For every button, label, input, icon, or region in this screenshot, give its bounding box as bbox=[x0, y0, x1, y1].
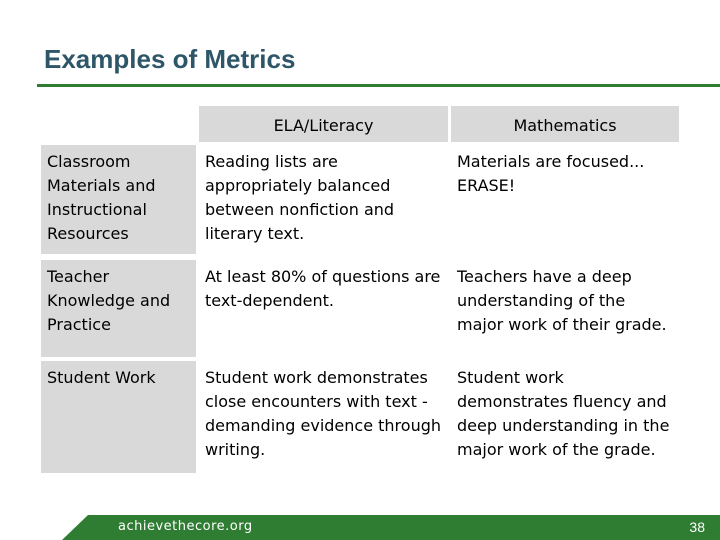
slide-title: Examples of Metrics bbox=[44, 44, 296, 74]
row-label-classroom-materials: Classroom Materials and Instructional Resources bbox=[41, 145, 196, 254]
cell-ela-teacher-knowledge: At least 80% of questions are text-dependent. bbox=[199, 260, 448, 357]
column-header-math: Mathematics bbox=[451, 106, 679, 142]
cell-ela-student-work: Student work demonstrates close encounters with text -demanding evidence through writing. bbox=[199, 361, 448, 473]
column-header-ela: ELA/Literacy bbox=[199, 106, 448, 142]
footer-url: achievethecore.org bbox=[118, 519, 253, 534]
page-number: 38 bbox=[689, 519, 705, 535]
cell-math-classroom-materials: Materials are focused... ERASE! bbox=[451, 145, 679, 254]
cell-math-teacher-knowledge: Teachers have a deep understanding of the major work of their grade. bbox=[451, 260, 679, 357]
row-label-student-work: Student Work bbox=[41, 361, 196, 473]
cell-math-student-work: Student work demonstrates fluency and deep understanding in the major work of the grade. bbox=[451, 361, 679, 473]
footer-green-band bbox=[0, 515, 720, 540]
row-label-teacher-knowledge: Teacher Knowledge and Practice bbox=[41, 260, 196, 357]
title-underline bbox=[37, 84, 720, 87]
footer-bar bbox=[0, 515, 720, 540]
cell-ela-classroom-materials: Reading lists are appropriately balanced between nonfiction and literary text. bbox=[199, 145, 448, 254]
